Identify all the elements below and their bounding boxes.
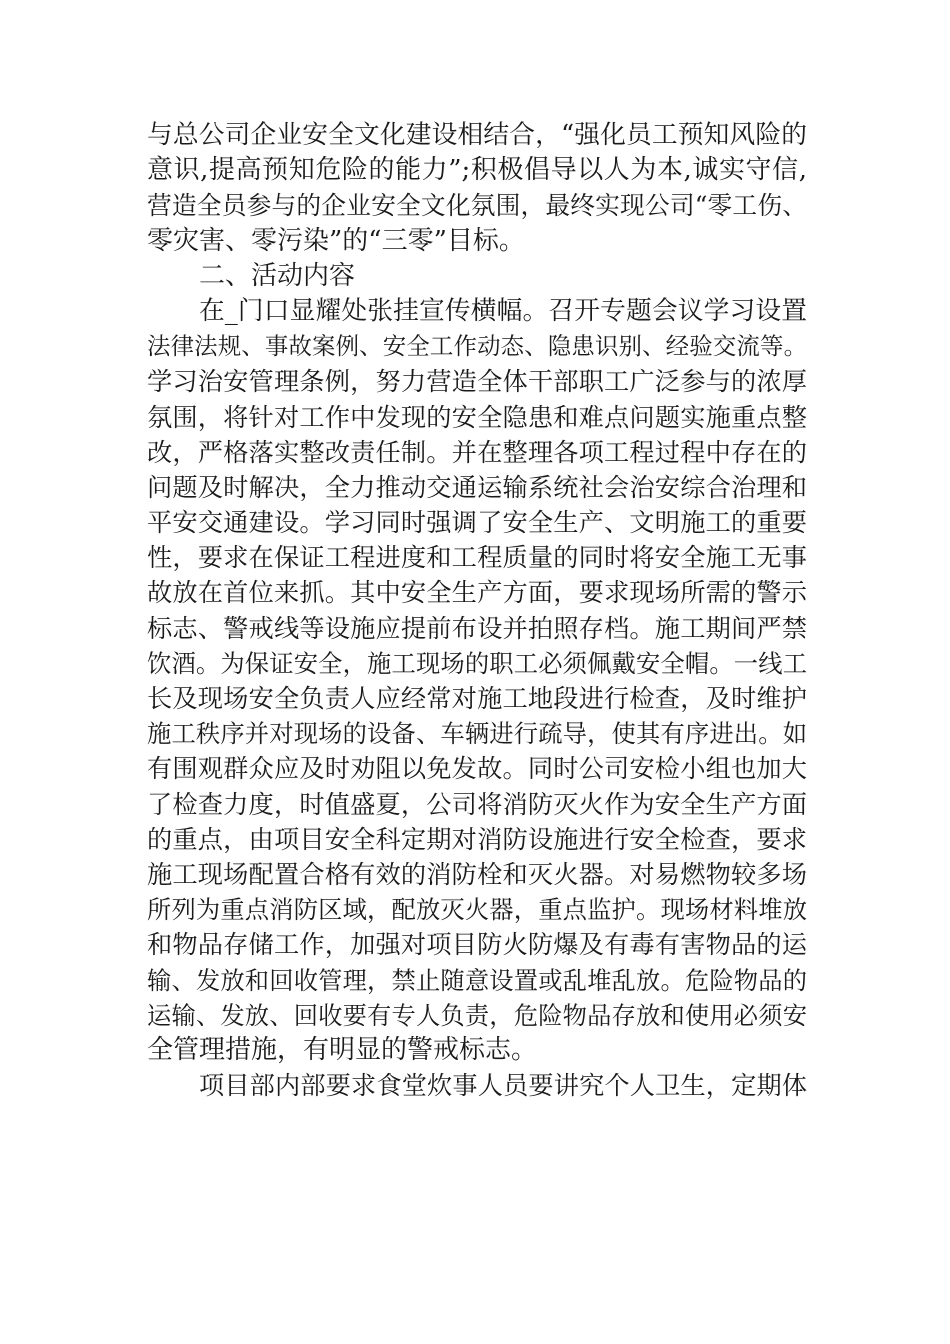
paragraph-line: 法律法规、事故案例、安全工作动态、隐患识别、经验交流等。 [147, 332, 807, 361]
paragraph-line: 运输、发放、回收要有专人负责，危险物品存放和使用必须安 [147, 1000, 807, 1030]
paragraph-line: 意识,提高预知危险的能力”;积极倡导以人为本,诚实守信, [147, 155, 807, 186]
paragraph-line: 故放在首位来抓。其中安全生产方面，要求现场所需的警示 [147, 578, 807, 608]
paragraph-line: 了检查力度，时值盛夏，公司将消防灭火作为安全生产方面 [147, 789, 807, 819]
paragraph-line: 性，要求在保证工程进度和工程质量的同时将安全施工无事 [147, 543, 807, 573]
paragraph-line: 所列为重点消防区域，配放灭火器，重点监护。现场材料堆放 [147, 895, 807, 925]
paragraph-line: 平安交通建设。学习同时强调了安全生产、文明施工的重要 [147, 508, 807, 538]
paragraph-line: 改，严格落实整改责任制。并在整理各项工程过程中存在的 [147, 437, 807, 467]
paragraph-line: 的重点，由项目安全科定期对消防设施进行安全检查，要求 [147, 824, 807, 854]
paragraph-line: 学习治安管理条例，努力营造全体干部职工广泛参与的浓厚 [147, 367, 807, 397]
paragraph-line: 施工秩序并对现场的设备、车辆进行疏导，使其有序进出。如 [147, 719, 807, 749]
paragraph-line: 在_门口显耀处张挂宣传横幅。召开专题会议学习设置 [199, 295, 807, 326]
paragraph-line: 输、发放和回收管理，禁止随意设置或乱堆乱放。危险物品的 [147, 965, 807, 995]
paragraph-line: 氛围，将针对工作中发现的安全隐患和难点问题实施重点整 [147, 402, 807, 432]
paragraph-line: 全管理措施，有明显的警戒标志。 [147, 1034, 538, 1065]
paragraph-line: 和物品存储工作，加强对项目防火防爆及有毒有害物品的运 [147, 930, 807, 960]
paragraph-line: 标志、警戒线等设施应提前布设并拍照存档。施工期间严禁 [147, 613, 807, 643]
paragraph-line: 零灾害、零污染”的“三零”目标。 [147, 225, 525, 256]
paragraph-line: 有围观群众应及时劝阻以免发故。同时公司安检小组也加大 [147, 754, 807, 784]
paragraph-line: 施工现场配置合格有效的消防栓和灭火器。对易燃物较多场 [147, 859, 807, 889]
paragraph-line: 营造全员参与的企业安全文化氛围，最终实现公司“零工伤、 [147, 191, 807, 221]
section-heading: 二、活动内容 [199, 260, 356, 291]
document-body [147, 118, 807, 1103]
paragraph-line: 长及现场安全负责人应经常对施工地段进行检查，及时维护 [147, 684, 807, 713]
paragraph-line: 与总公司企业安全文化建设相结合，“强化员工预知风险的 [147, 120, 807, 150]
paragraph-line: 饮酒。为保证安全，施工现场的职工必须佩戴安全帽。一线工 [147, 648, 807, 678]
paragraph-line: 项目部内部要求食堂炊事人员要讲究个人卫生，定期体 [199, 1071, 807, 1101]
paragraph-line: 问题及时解决，全力推动交通运输系统社会治安综合治理和 [147, 472, 807, 502]
